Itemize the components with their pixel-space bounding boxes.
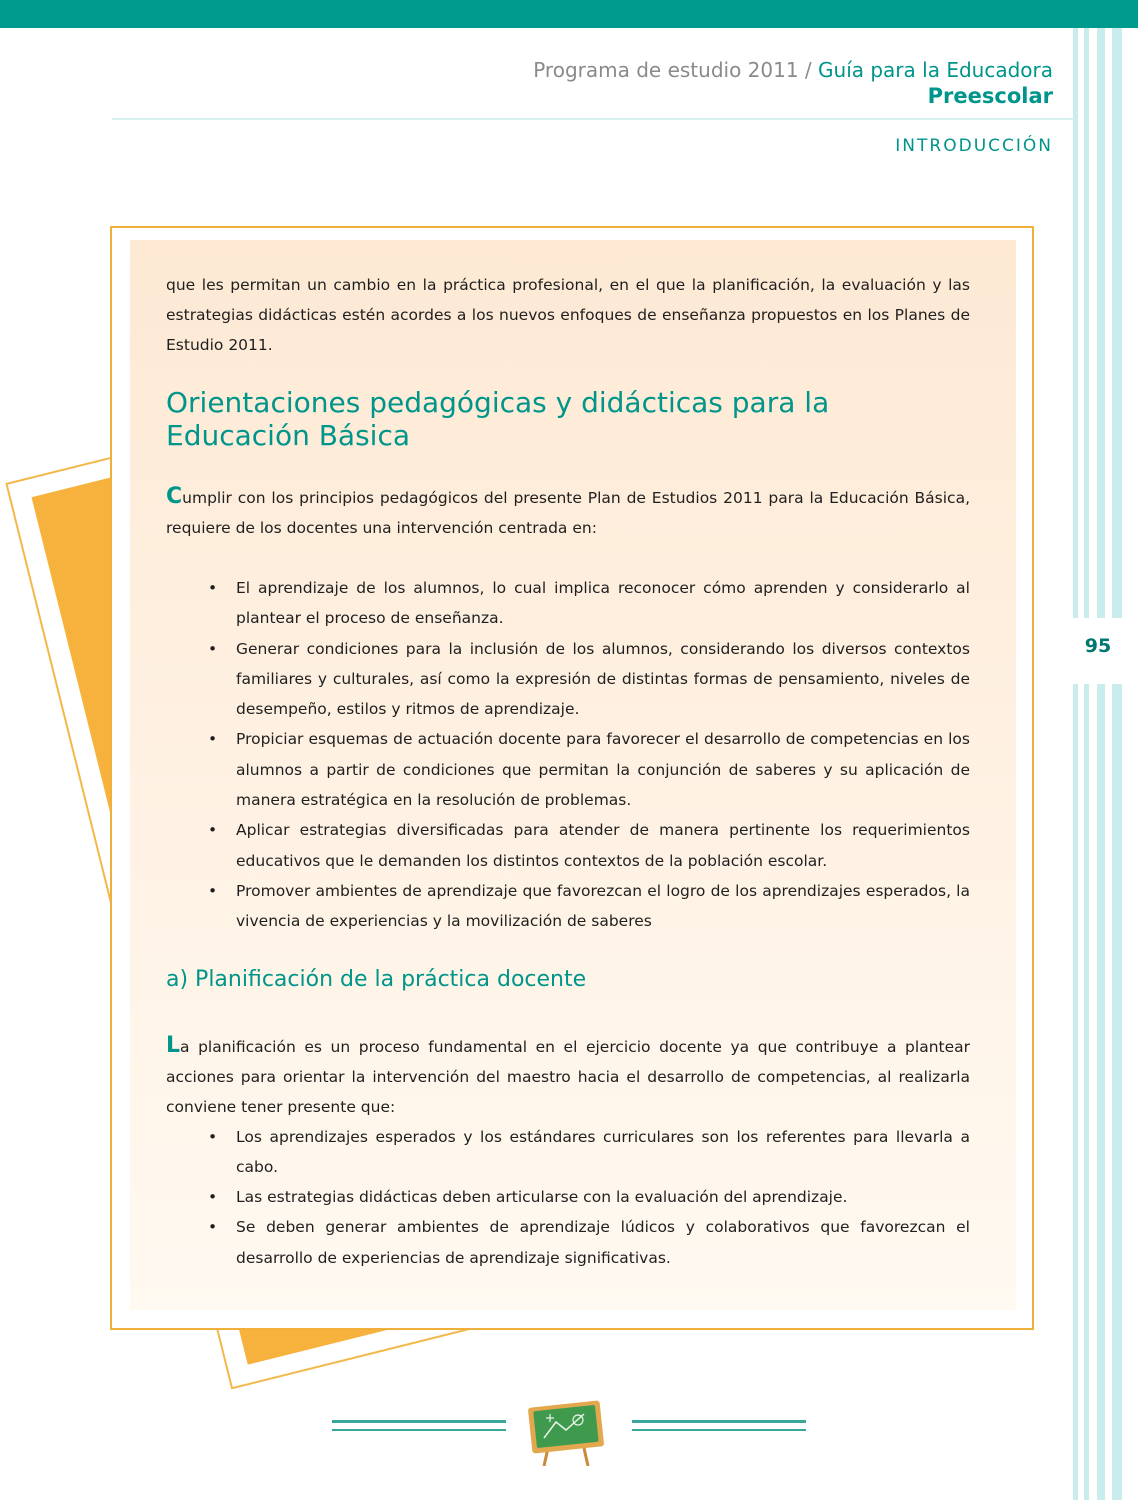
bullet-icon: • (208, 1218, 218, 1237)
header-program (533, 58, 1053, 82)
list-item-text: Las estrategias didácticas deben articularse con la evaluación del aprendizaje. (236, 1188, 848, 1207)
list-item (208, 724, 970, 815)
list-item-text: El aprendizaje de los alumnos, lo cual implica reconocer cómo aprenden y considerarlo al plantear el proceso de enseñanza. (236, 579, 970, 628)
top-color-bar (0, 0, 1138, 28)
dropcap: L (166, 1032, 181, 1058)
list-item (208, 573, 970, 634)
page-number: 95 (1080, 635, 1116, 657)
bullet-icon: • (208, 1127, 218, 1146)
paragraph-text: umplir con los principios pedagógicos del presente Plan de Estudios 2011 para la Educación Básica, requiere de los docentes una intervención centrada en: (166, 489, 970, 537)
bullet-list-principios (166, 573, 970, 937)
list-item (208, 815, 970, 876)
list-item-text: Los aprendizajes esperados y los estándares curriculares son los referentes para llevarla a cabo. (236, 1127, 970, 1176)
bullet-icon: • (208, 881, 218, 900)
list-item-text: Promover ambientes de aprendizaje que favorezcan el logro de los aprendizajes esperados, la vivencia de experiencias y la movilización de saberes (236, 881, 970, 931)
dropcap: C (166, 484, 183, 509)
section-label: INTRODUCCIÓN (895, 136, 1053, 156)
paragraph-text: a planificación es un proceso fundamental en el ejercicio docente ya que contribuye a plantear acciones para orientar la intervención del maestro hacia el desarrollo de competencias, al realizarla conviene tener presente que: (166, 1037, 970, 1116)
section-heading: Orientaciones pedagógicas y didácticas para la Educación Básica (166, 386, 830, 452)
margin-stripe (1073, 28, 1078, 618)
header-program-text: Programa de estudio 2011 / (533, 58, 812, 82)
bullet-icon: • (208, 639, 218, 658)
margin-stripe (1084, 684, 1089, 1500)
subheading: a) Planificación de la práctica docente (166, 966, 587, 992)
header-level: Preescolar (927, 84, 1053, 108)
intro-paragraph: que les permitan un cambio en la práctica profesional, en el que la planificación, la evaluación y las estrategias didácticas estén acordes a los nuevos enfoques de enseñanza propuestos en los Planes de Estudio 2011. (166, 276, 970, 354)
bullet-list-planificacion (166, 1122, 970, 1273)
header-guide: Guía para la Educadora (818, 58, 1053, 82)
margin-stripe (1097, 684, 1105, 1500)
list-item (208, 634, 970, 725)
margin-stripe (1097, 28, 1105, 618)
list-item-text: Se deben generar ambientes de aprendizaje lúdicos y colaborativos que favorezcan el desarrollo de experiencias de aprendizaje significativas. (236, 1218, 970, 1267)
header-divider (112, 118, 1074, 120)
list-item-text: Aplicar estrategias diversificadas para atender de manera pertinente los requerimientos educativos que le demanden los distintos contextos de la población escolar. (236, 821, 970, 870)
list-item (208, 1122, 970, 1183)
margin-stripe (1084, 28, 1089, 618)
bullet-icon: • (208, 730, 218, 749)
list-item-text: Generar condiciones para la inclusión de los alumnos, considerando los diversos contextos familiares y culturales, así como la expresión de distintas formas de pensamiento, niveles de desempeño, estilos y ritmos de aprendizaje. (236, 639, 970, 719)
bullet-icon: • (208, 1188, 218, 1207)
margin-stripe (1112, 28, 1122, 618)
footer-rule-right (632, 1420, 806, 1434)
margin-stripe (1073, 684, 1078, 1500)
paragraph-planificacion (166, 1031, 970, 1122)
footer-rule-left (332, 1420, 506, 1434)
list-item (208, 1212, 970, 1273)
bullet-icon: • (208, 579, 218, 597)
list-item-text: Propiciar esquemas de actuación docente para favorecer el desarrollo de competencias en los alumnos a partir de condiciones que permitan la conjunción de saberes y su aplicación de manera estratégica en la resolución de problemas. (236, 730, 970, 810)
content-body (166, 270, 970, 1273)
paragraph-principios (166, 482, 970, 543)
list-item (208, 1182, 970, 1212)
bullet-icon: • (208, 821, 218, 840)
chalkboard-icon (526, 1400, 606, 1466)
list-item (208, 876, 970, 937)
margin-stripe (1112, 684, 1122, 1500)
